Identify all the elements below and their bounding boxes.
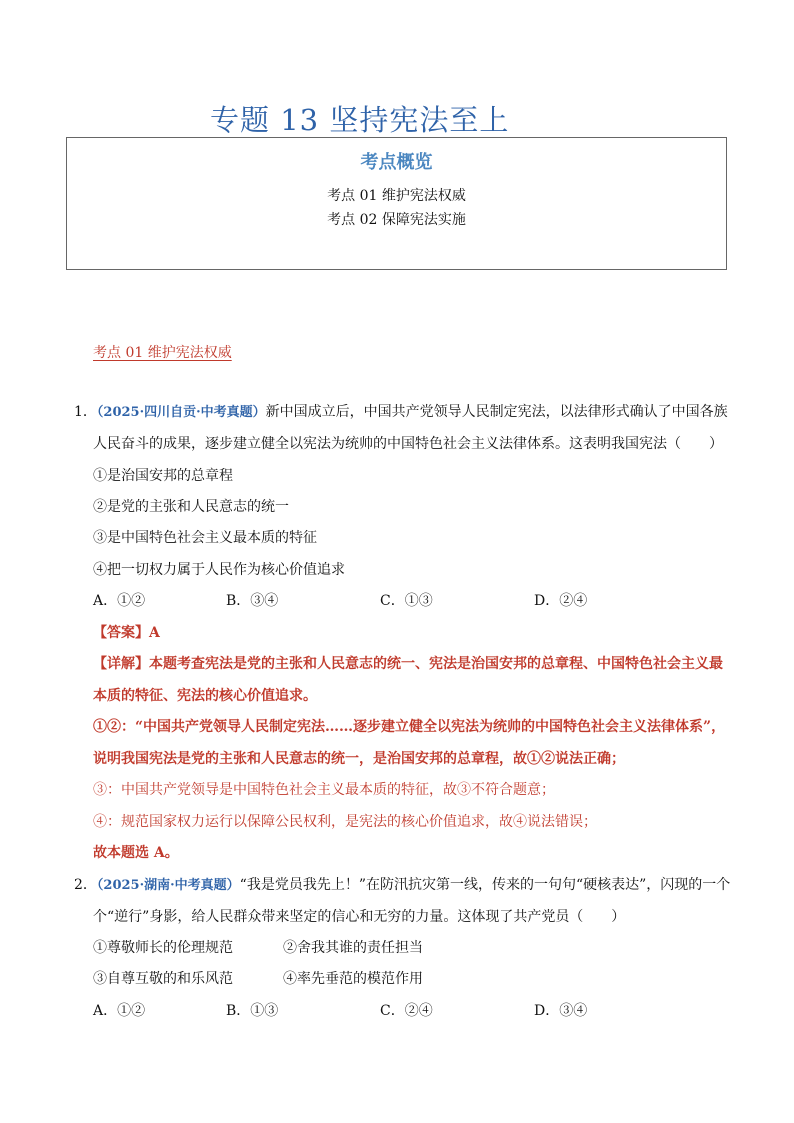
choice-c: C．①③ (380, 593, 433, 609)
statement: ④率先垂范的模范作用 (283, 971, 423, 987)
statement: ①是治国安邦的总章程 (93, 468, 233, 484)
statement: ③是中国特色社会主义最本质的特征 (93, 530, 317, 546)
question-1-stem (74, 405, 728, 419)
explanation: ①②：“中国共产党领导人民制定宪法……逐步建立健全以宪法为统帅的中国特色社会主义法律体系”， (93, 719, 726, 735)
overview-heading: 考点概览 (360, 152, 433, 173)
explanation: ③：中国共产党领导是中国特色社会主义最本质的特征，故③不符合题意； (93, 782, 555, 798)
detail: 本质的特征、宪法的核心价值追求。 (93, 688, 317, 704)
overview-item: 考点 01 维护宪法权威 (327, 188, 466, 204)
statement: ②是党的主张和人民意志的统一 (93, 499, 289, 515)
stem-text: 新中国成立后，中国共产党领导人民制定宪法，以法律形式确认了中国各族 (265, 404, 728, 420)
explanation: 故本题选 A。 (93, 845, 179, 861)
question-1-stem-cont: 人民奋斗的成果，逐步建立健全以宪法为统帅的中国特色社会主义法律体系。这表明我国宪法（ ） (93, 436, 723, 452)
choice-d: D．③④ (534, 1003, 588, 1019)
question-number: 2． (74, 877, 97, 893)
choice-a: A．①② (93, 593, 146, 609)
explanation: 说明我国宪法是党的主张和人民意志的统一，是治国安邦的总章程，故①②说法正确； (93, 751, 625, 767)
statement: ①尊敬师长的伦理规范 (93, 940, 233, 956)
question-2-stem (74, 878, 730, 892)
page-title: 专题 13 坚持宪法至上 (210, 103, 510, 137)
question-source: （2025·四川自贡·中考真题） (96, 405, 266, 420)
question-2-stem-cont: 个“逆行”身影，给人民群众带来坚定的信心和无穷的力量。这体现了共产党员（ ） (93, 909, 626, 925)
answer: 【答案】A (93, 625, 160, 641)
stem-text: “我是党员我先上！”在防汛抗灾第一线，传来的一句句“硬核表达”，闪现的一个 (239, 877, 731, 893)
choice-b: B．③④ (226, 593, 279, 609)
statement: ③自尊互敬的和乐风范 (93, 971, 233, 987)
section-heading: 考点 01 维护宪法权威 (93, 345, 232, 361)
overview-item: 考点 02 保障宪法实施 (327, 212, 466, 228)
statement: ④把一切权力属于人民作为核心价值追求 (93, 562, 345, 578)
explanation: ④：规范国家权力运行以保障公民权利，是宪法的核心价值追求，故④说法错误； (93, 814, 597, 830)
question-source: （2025·湖南·中考真题） (96, 878, 240, 893)
question-number: 1． (74, 404, 97, 420)
choice-a: A．①② (93, 1003, 146, 1019)
choice-b: B．①③ (226, 1003, 279, 1019)
statement: ②舍我其谁的责任担当 (283, 940, 423, 956)
choice-d: D．②④ (534, 593, 588, 609)
overview-box (66, 137, 727, 270)
choice-c: C．②④ (380, 1003, 433, 1019)
detail: 【详解】本题考查宪法是党的主张和人民意志的统一、宪法是治国安邦的总章程、中国特色社会主义最 (93, 656, 723, 672)
